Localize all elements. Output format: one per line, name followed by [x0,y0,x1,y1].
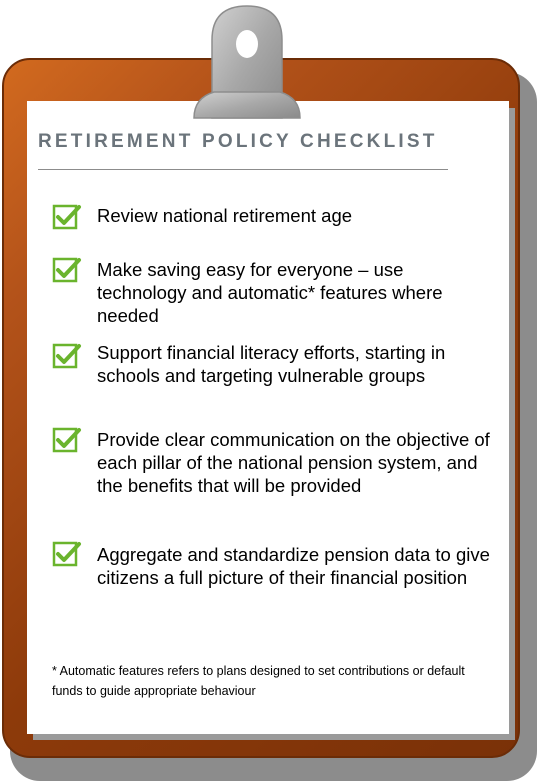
title-divider [38,169,448,170]
checkbox-check-icon [52,425,82,455]
checkbox-check-icon [52,255,82,285]
checklist-title: RETIREMENT POLICY CHECKLIST [38,131,438,152]
item-text: Aggregate and standardize pension data to give citizens a full picture of their financial position [97,544,490,588]
clipboard-clip-icon [172,0,322,120]
item-text: Provide clear communication on the objective of each pillar of the national pension system, and the benefits that will be provided [97,429,490,496]
item-text: Make saving easy for everyone – use technology and automatic* features where needed [97,259,443,326]
checkbox-check-icon [52,202,82,232]
checkbox-check-icon [52,539,82,569]
item-text: Review national retirement age [97,205,353,226]
checklist-paper [27,101,509,734]
footnote: * Automatic features refers to plans designed to set contributions or default funds to guide appropriate behaviour [52,664,465,698]
item-text: Support financial literacy efforts, starting in schools and targeting vulnerable groups [97,342,446,386]
checkbox-check-icon [52,341,82,371]
